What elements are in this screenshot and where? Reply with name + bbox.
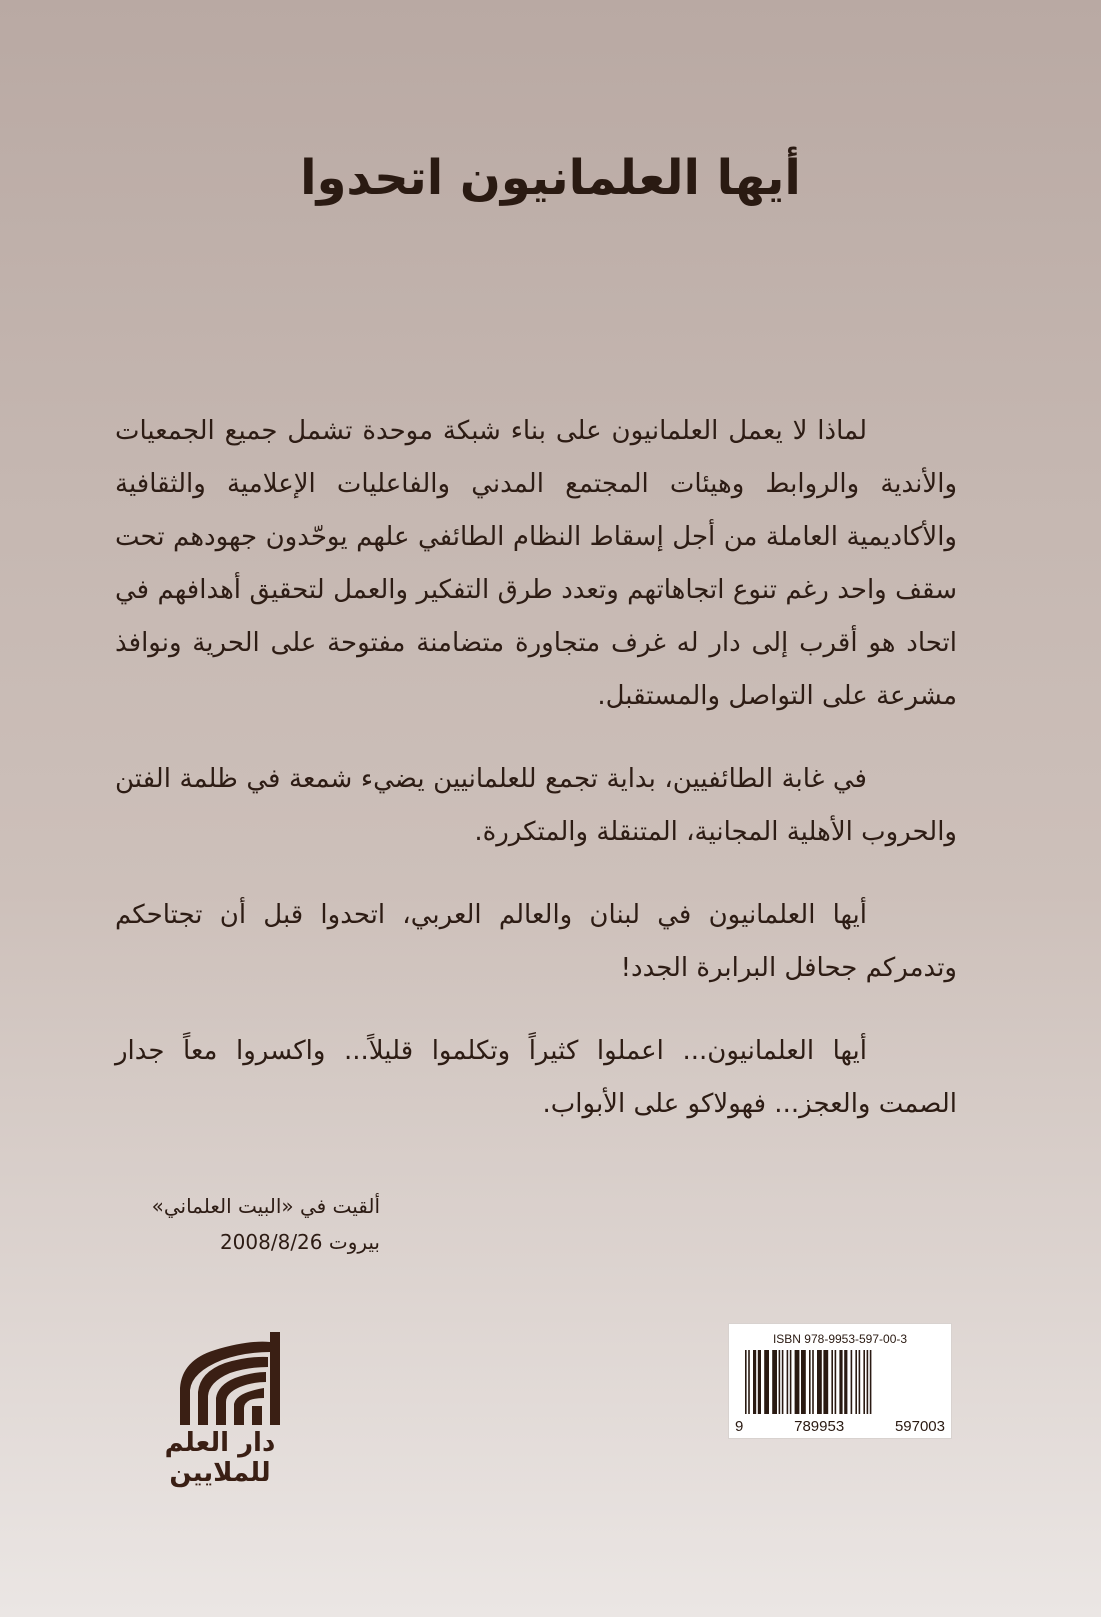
barcode-bar xyxy=(844,1350,847,1414)
barcode-bar xyxy=(782,1350,784,1414)
barcode-bar xyxy=(851,1350,853,1414)
barcode-bar xyxy=(867,1350,869,1414)
barcode-bar xyxy=(753,1350,756,1414)
barcode-bar xyxy=(817,1350,822,1414)
book-title: أيها العلمانيون اتحدوا xyxy=(300,150,801,206)
barcode-bar xyxy=(748,1350,750,1414)
barcode-bar xyxy=(790,1350,792,1414)
barcode-bar xyxy=(823,1350,828,1414)
barcode-bar xyxy=(758,1350,761,1414)
speech-signature xyxy=(150,1188,380,1260)
blurb-paragraph: لماذا لا يعمل العلمانيون على بناء شبكة موحدة تشمل جميع الجمعيات والأندية والروابط وهيئات المجتمع المدني والفاعليات الإعلامية والثقافية والأكاديمية العاملة من أجل إسقاط النظام الطائفي علهم يوحّدون جهودهم تحت سقف واحد رغم تنوع اتجاهاتهم وتعدد طرق التفكير والعمل لتحقيق أهدافهم في اتحاد هو أقرب إلى دار له غرف متجاورة متضامنة مفتوحة على الحرية ونوافذ مشرعة على التواصل والمستقبل. xyxy=(115,416,957,711)
barcode-bar xyxy=(863,1350,865,1414)
blurb-paragraph: أيها العلمانيون في لبنان والعالم العربي، اتحدوا قبل أن تجتاحكم وتدمركم جحافل البرابرة الجدد! xyxy=(115,900,957,983)
barcode-bar xyxy=(795,1350,800,1414)
barcode-bar xyxy=(835,1350,837,1414)
barcode-bar xyxy=(779,1350,781,1414)
barcode-bar xyxy=(839,1350,842,1414)
barcode-digit-group: 789953 xyxy=(794,1418,845,1435)
barcode-bar xyxy=(745,1350,747,1414)
blurb-paragraph: في غابة الطائفيين، بداية تجمع للعلمانيين يضيء شمعة في ظلمة الفتن والحروب الأهلية المجانية، المتنقلة والمتكررة. xyxy=(115,764,957,847)
barcode-bar xyxy=(764,1350,769,1414)
barcode-bar xyxy=(859,1350,861,1414)
barcode-digits xyxy=(735,1418,945,1435)
barcode-icon xyxy=(735,1350,945,1416)
signature-place-date: بيروت 2008/8/26 xyxy=(219,1230,380,1254)
blurb-text xyxy=(115,405,957,1161)
blurb-paragraph: أيها العلمانيون... اعملوا كثيراً وتكلموا قليلاً... واكسروا معاً جدار الصمت والعجز... فهولاكو على الأبواب. xyxy=(115,1036,957,1119)
barcode-bar xyxy=(772,1350,777,1414)
barcode-bar xyxy=(870,1350,872,1414)
barcode-bar xyxy=(855,1350,857,1414)
barcode-bar xyxy=(809,1350,811,1414)
barcode-bar xyxy=(787,1350,789,1414)
barcode-digit-group: 9 xyxy=(735,1418,744,1435)
barcode-bar xyxy=(812,1350,814,1414)
signature-venue: ألقيت في «البيت العلماني» xyxy=(151,1194,380,1218)
publisher-logo-icon xyxy=(120,1330,320,1430)
isbn-label: ISBN 978-9953-597-00-3 xyxy=(772,1332,908,1346)
barcode-bar xyxy=(801,1350,806,1414)
barcode-bar xyxy=(831,1350,833,1414)
barcode-digit-group: 597003 xyxy=(894,1418,945,1435)
isbn-barcode-block xyxy=(728,1323,952,1439)
publisher-name: دار العلم للملايين xyxy=(164,1428,276,1488)
